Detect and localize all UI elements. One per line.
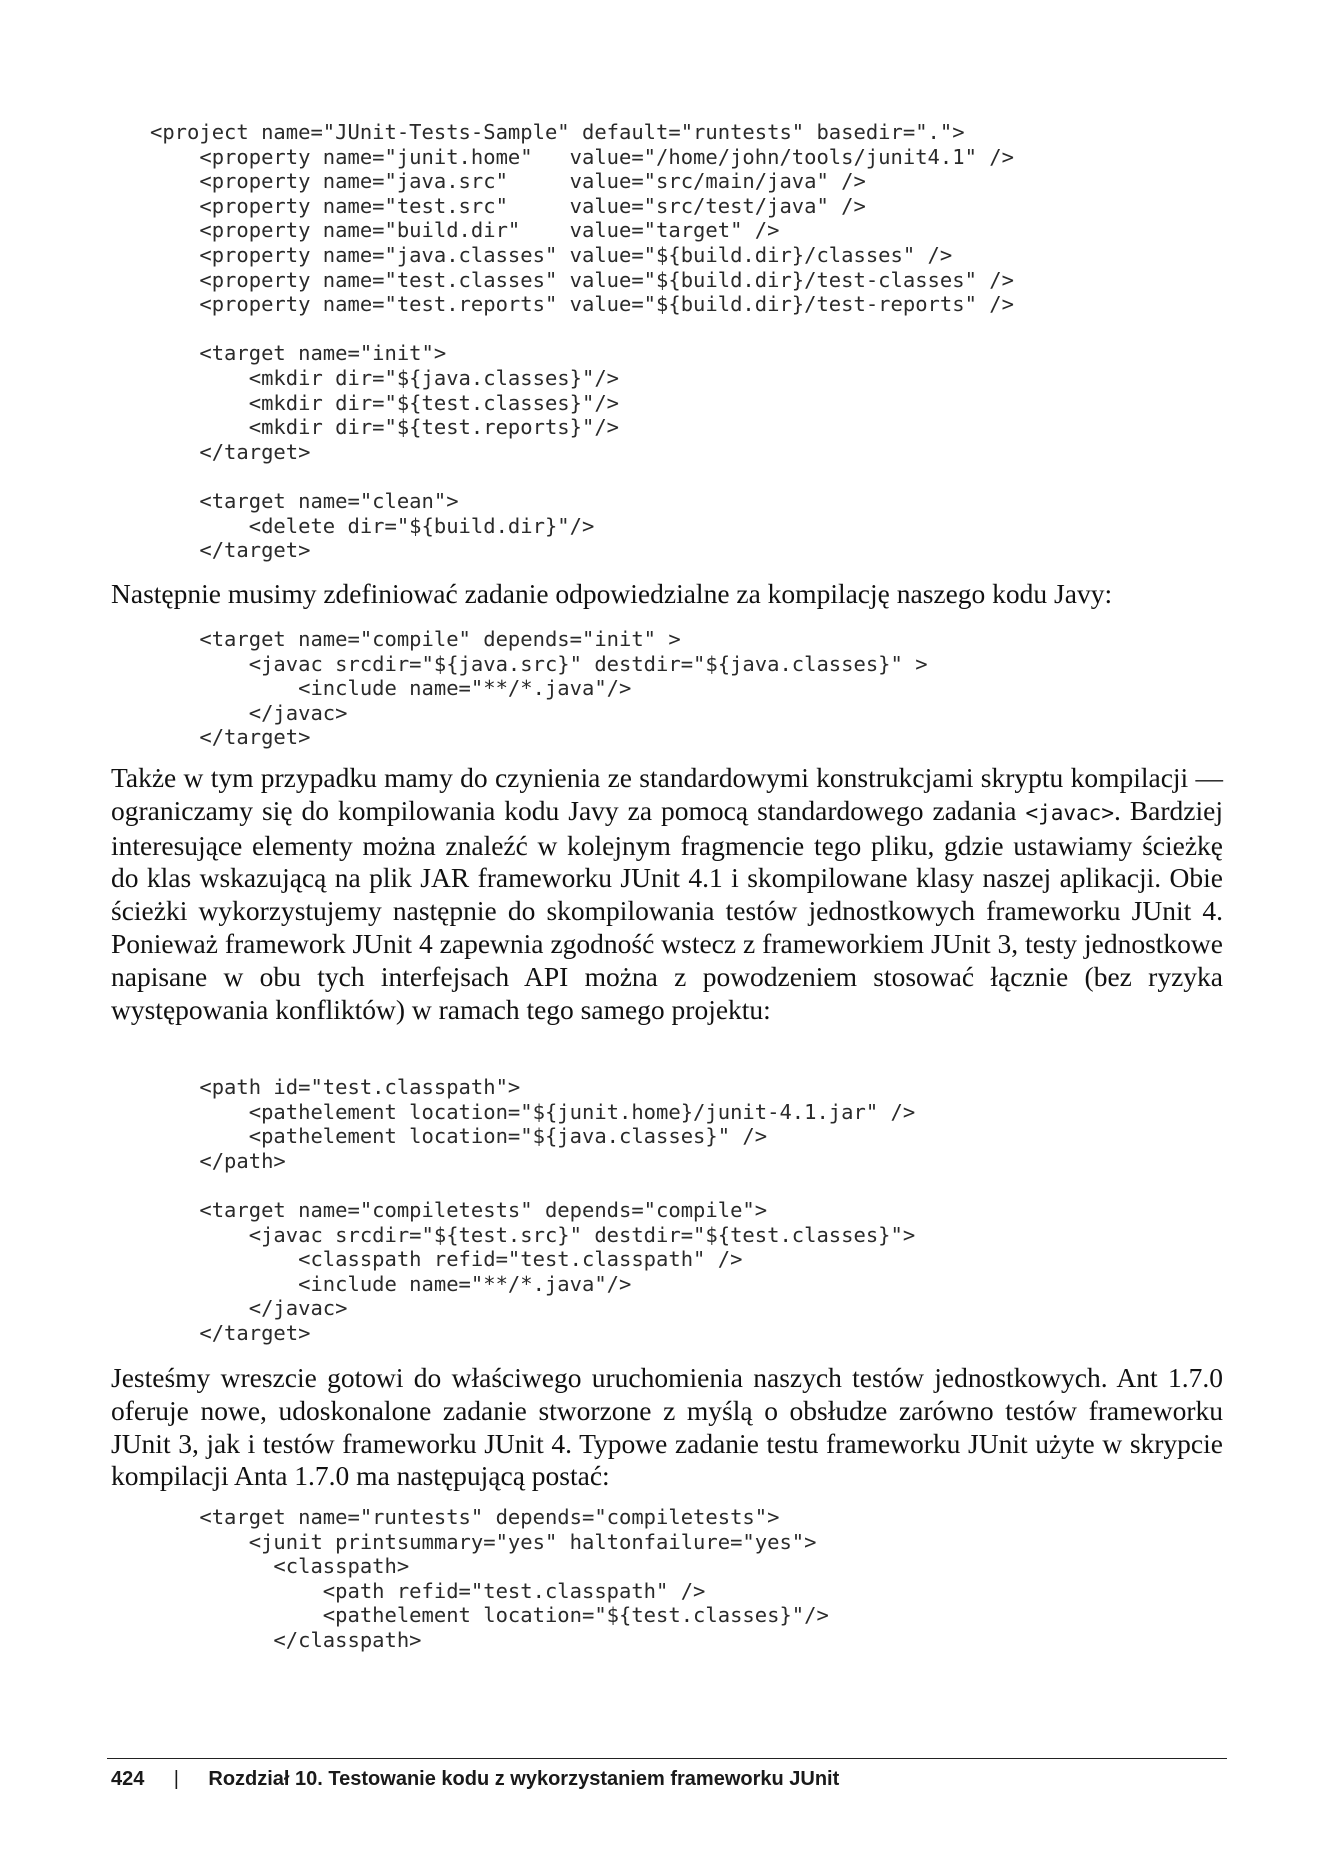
code-line: </javac> bbox=[150, 1296, 348, 1321]
code-line: <javac srcdir="${test.src}" destdir="${test.classes}"> bbox=[150, 1222, 916, 1247]
code-line: </classpath> bbox=[150, 1627, 422, 1652]
code-line: <path id="test.classpath"> bbox=[150, 1075, 521, 1099]
code-line: <junit printsummary="yes" haltonfailure="yes"> bbox=[150, 1529, 817, 1554]
paragraph-classpath-explanation bbox=[111, 762, 1223, 1026]
code-line: <javac srcdir="${java.src}" destdir="${java.classes}" > bbox=[150, 651, 928, 676]
code-block-compile-target bbox=[150, 627, 1250, 750]
code-line bbox=[150, 464, 1250, 489]
code-line: <property name="java.classes" value="${build.dir}/classes" /> bbox=[150, 242, 953, 267]
code-line: <target name="compiletests" depends="compile"> bbox=[150, 1197, 768, 1222]
code-line: <property name="junit.home" value="/home/john/tools/junit4.1" /> bbox=[150, 144, 1014, 169]
code-line bbox=[150, 1173, 1250, 1198]
code-block-project-properties bbox=[150, 120, 1250, 563]
code-line: <mkdir dir="${test.classes}"/> bbox=[150, 390, 619, 415]
page-footer bbox=[111, 1766, 839, 1792]
code-line: </target> bbox=[150, 1320, 311, 1345]
code-line: <pathelement location="${test.classes}"/> bbox=[150, 1603, 829, 1628]
paragraph-text: Także w tym przypadku mamy do czynienia ze standardowymi konstrukcjami skryptu kompilacji — ograniczamy się do kompilowania kodu Javy za pomocą standardowego zadania bbox=[111, 762, 1223, 826]
code-line: </javac> bbox=[150, 700, 348, 725]
code-line: <path refid="test.classpath" /> bbox=[150, 1578, 706, 1603]
code-block-test-classpath bbox=[150, 1075, 1250, 1346]
code-line: <property name="build.dir" value="target" /> bbox=[150, 218, 780, 243]
code-line: </target> bbox=[150, 725, 311, 750]
code-line: </target> bbox=[150, 439, 311, 464]
chapter-title: Rozdział 10. Testowanie kodu z wykorzystaniem frameworku JUnit bbox=[208, 1768, 840, 1790]
footer-rule bbox=[107, 1758, 1227, 1759]
code-line: <mkdir dir="${java.classes}"/> bbox=[150, 365, 619, 390]
code-block-runtests-target bbox=[150, 1505, 1250, 1653]
code-line bbox=[150, 317, 1250, 342]
code-line: <property name="test.src" value="src/test/java" /> bbox=[150, 193, 866, 218]
code-line: <target name="clean"> bbox=[150, 488, 459, 513]
footer-separator: | bbox=[173, 1768, 179, 1790]
inline-code: <javac> bbox=[1025, 800, 1114, 825]
code-line: <project name="JUnit-Tests-Sample" default="runtests" basedir="."> bbox=[150, 120, 965, 144]
code-line: <pathelement location="${junit.home}/junit-4.1.jar" /> bbox=[150, 1099, 916, 1124]
code-line: <target name="compile" depends="init" > bbox=[150, 627, 681, 651]
code-line: <property name="java.src" value="src/main/java" /> bbox=[150, 169, 866, 194]
code-line: <target name="runtests" depends="compiletests"> bbox=[150, 1505, 780, 1529]
code-line: <property name="test.classes" value="${build.dir}/test-classes" /> bbox=[150, 267, 1014, 292]
paragraph-compile-intro: Następnie musimy zdefiniować zadanie odpowiedzialne za kompilację naszego kodu Javy: bbox=[111, 578, 1113, 609]
code-line: <property name="test.reports" value="${build.dir}/test-reports" /> bbox=[150, 292, 1014, 317]
paragraph-text: . Bardziej interesujące elementy można znaleźć w kolejnym fragmencie tego pliku, gdzie ustawiamy ścieżkę do klas wskazującą na plik JAR frameworku JUnit 4.1 i skompilowane klasy naszej aplikacji. Obie ścieżki wykorzystujemy następnie do skompilowania testów jednostkowych frameworku JUnit 4. Ponieważ framework JUnit 4 zapewnia zgodność wstecz z frameworkiem JUnit 3, testy jednostkowe napisane w obu tych interfejsach API można z powodzeniem stosować łącznie (bez ryzyka występowania konfliktów) w ramach tego samego projektu: bbox=[111, 794, 1223, 1025]
code-line: <classpath> bbox=[150, 1554, 410, 1579]
code-line: </target> bbox=[150, 538, 311, 563]
code-line: </path> bbox=[150, 1148, 286, 1173]
page-number: 424 bbox=[111, 1768, 145, 1790]
code-line: <target name="init"> bbox=[150, 341, 447, 366]
code-line: <delete dir="${build.dir}"/> bbox=[150, 513, 595, 538]
code-line: <mkdir dir="${test.reports}"/> bbox=[150, 415, 619, 440]
code-line: <classpath refid="test.classpath" /> bbox=[150, 1247, 743, 1272]
paragraph-runtests-intro: Jesteśmy wreszcie gotowi do właściwego uruchomienia naszych testów jednostkowych. Ant 1.7.0 oferuje nowe, udoskonalone zadanie stworzone z myślą o obsłudze zarówno testów frameworku JUnit 3, jak i testów frameworku JUnit 4. Typowe zadanie testu frameworku JUnit użyte w skrypcie kompilacji Anta 1.7.0 ma następującą postać: bbox=[111, 1362, 1223, 1492]
code-line: <include name="**/*.java"/> bbox=[150, 1271, 632, 1296]
code-line: <pathelement location="${java.classes}" /> bbox=[150, 1124, 768, 1149]
code-line: <include name="**/*.java"/> bbox=[150, 676, 632, 701]
